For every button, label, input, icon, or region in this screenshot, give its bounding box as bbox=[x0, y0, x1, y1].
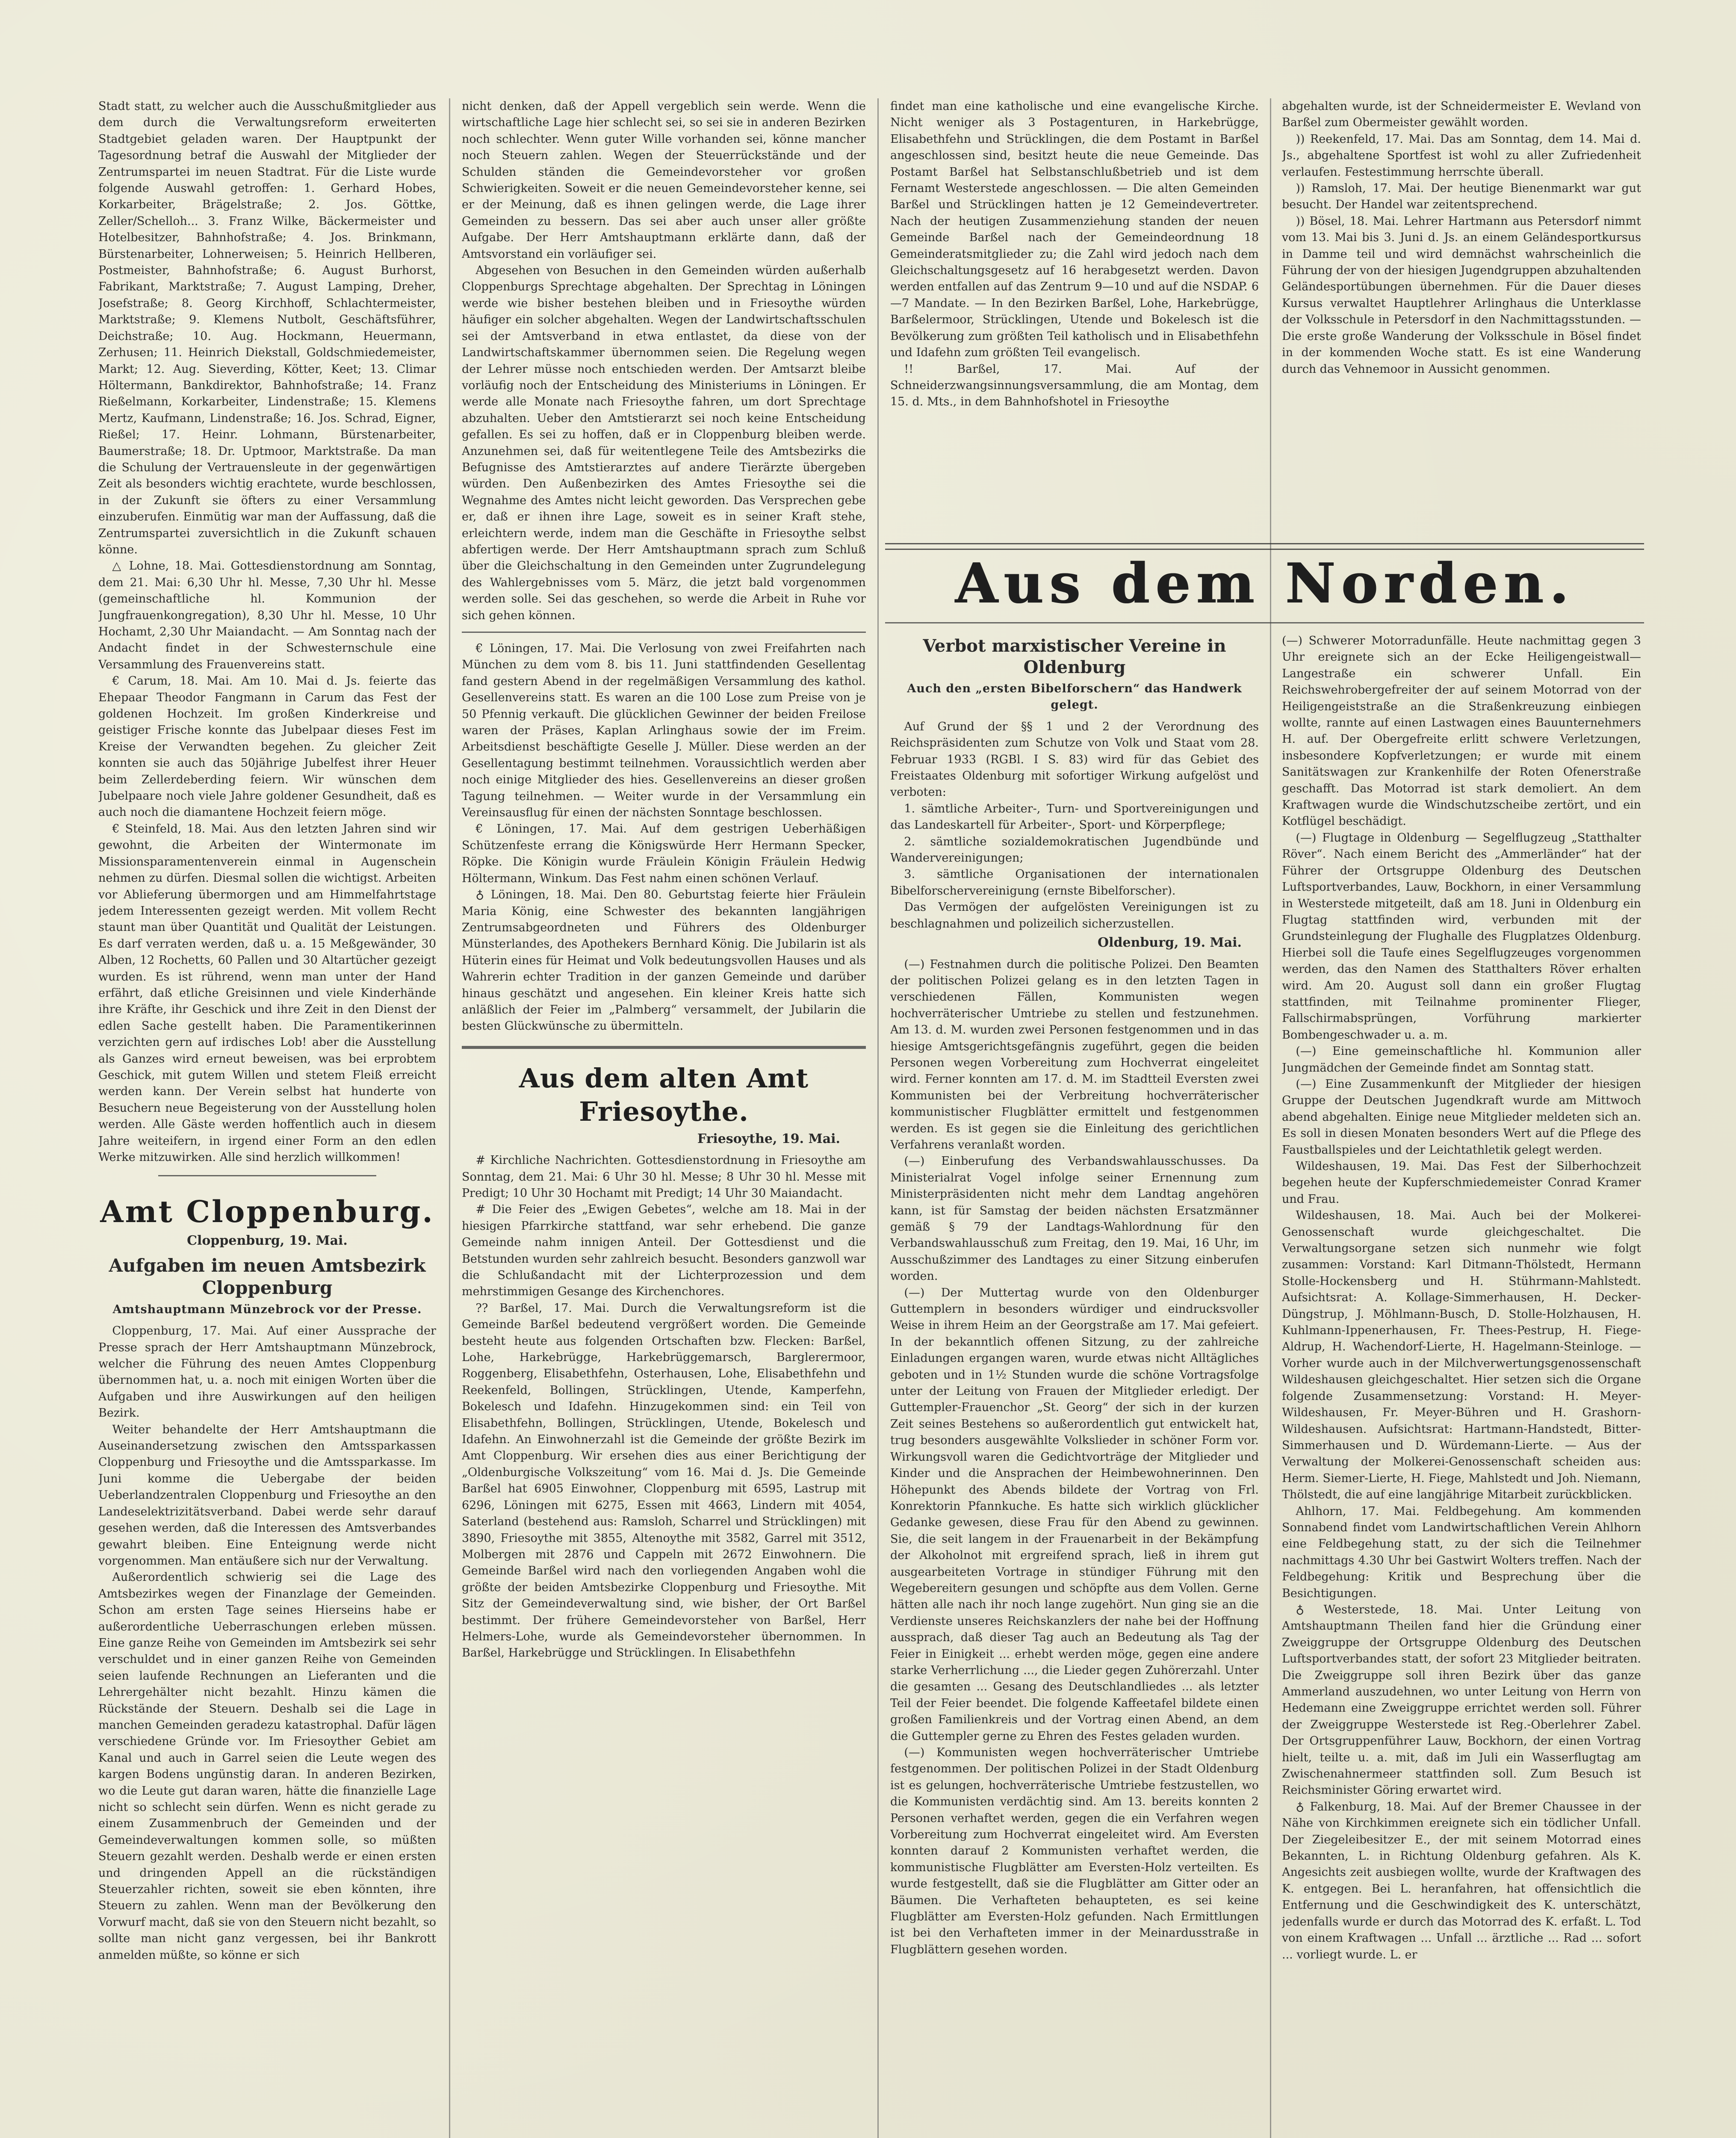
paragraph: Abgesehen von Besuchen in den Gemeinden würden außerhalb Cloppenburgs Sprechtage abgehalten. Der Sprechtag in Löningen werde wie bisher bestehen bleiben und in Friesoythe würden häufiger ein solcher abgehalten. Wegen der Landwirtschaftsschulen sei der Amtsverband in etwa entlastet, da diese von der Landwirtschaftskammer übernommen seien. Die Regelung wegen der Lehrer müsse noch entschieden werden. Der Amtsarzt bleibe vorläufig noch der Entscheidung des Ministeriums in Löningen. Er werde alle Monate nach Friesoythe fahren, um dort Sprechtage abzuhalten. Ueber den Amtstierarzt sei noch keine Entscheidung gefallen. Es sei zu hoffen, daß er in Cloppenburg bleiben werde. Anzunehmen sei, daß für weitentlegene Teile des Amtsbezirks die Befugnisse des Amtstierarztes auf andere Tierärzte übergeben würden. Den Außenbezirken des Amtes Friesoythe sei die Wegnahme des Amtes nicht leicht geworden. Das Versprechen gebe er, daß er ihnen ihre Lage, soweit es in seiner Kraft stehe, erleichtern werde, indem man die Geschäfte in Friesoythe selbst abfertigen werde. Der Herr Amtshauptmann sprach zum Schluß über die Gleichschaltung in den Gemeinden unter Zugrundelegung des Wahlergebnisses vom 5. März, die jetzt bald vorgenommen werden solle. Sei das geschehen, so werde die Arbeit in Ruhe vor sich gehen können. bbox=[462, 264, 866, 622]
column-rule bbox=[449, 98, 450, 2138]
paragraph: !! Barßel, 17. Mai. Auf der Schneiderzwangsinnungsversammlung, die am Montag, dem 15. d. Mts., in dem Bahnhofshotel in Friesoythe bbox=[890, 362, 1259, 409]
section-divider bbox=[462, 1046, 866, 1049]
paragraph: (—) Eine Zusammenkunft der Mitglieder der hiesigen Gruppe der Deutschen Jugendkraft wurde am Mittwoch abend abgehalten. Einige neue Mitglieder meldeten sich an. Es soll in diesen Monaten besonders Wert auf die Pflege des Faustballspieles und der Leichtathletik gelegt werden. bbox=[1282, 1077, 1641, 1157]
paragraph: 1. sämtliche Arbeiter-, Turn- und Sportvereinigungen und das Landeskartell für Arbeiter-, Sport- und Körperpflege; bbox=[890, 802, 1259, 832]
paragraph: (—) Festnahmen durch die politische Polizei. Den Beamten der politischen Polizei gelang es in den letzten Tagen in verschiedenen Fällen, Kommunisten wegen hochverräterischer Umtriebe zu stellen und festzunehmen. Am 13. d. M. wurden zwei Personen festgenommen und in das hiesige Amtsgerichtsgefängnis zugeführt, gegen die beiden Personen wegen Vorbereitung zum Hochverrat eingeleitet wird. Ferner konnten am 17. d. M. im Stadtteil Eversten zwei Kommunisten bei der Verbreitung hochverräterischer kommunistischer Flugblätter ermittelt und festgenommen werden. Es ist gegen sie die Einleitung des gerichtlichen Verfahrens veranlaßt worden. bbox=[890, 957, 1259, 1152]
paragraph: Das Vermögen der aufgelösten Vereinigungen ist zu beschlagnahmen und polizeilich sicherzustellen. bbox=[890, 901, 1259, 930]
paragraph: Wildeshausen, 19. Mai. Das Fest der Silberhochzeit begehen heute der Kupferschmiedemeister Conrad Kramer und Frau. bbox=[1282, 1160, 1641, 1206]
paragraph: )) Bösel, 18. Mai. Lehrer Hartmann aus Petersdorf nimmt vom 13. Mai bis 3. Juni d. Js. an einem Geländesportkursus in Damme teil und wird demnächst wahrscheinlich die Führung der von der hiesigen Jugendgruppen abzuhaltenden Geländesportübungen übernehmen. Für die Dauer dieses Kursus verwaltet Hauptlehrer Arlinghaus die Unterklasse der Volksschule in Petersdorf in den Nachmittagsstunden. — Die erste große Wanderung der Volksschule in Bösel findet in der kommenden Woche statt. Es ist eine Wanderung durch das Vehnemoor in Aussicht genommen. bbox=[1282, 214, 1641, 376]
column-4 bbox=[1282, 98, 1641, 539]
article-kicker: Auch den „ersten Bibelforschern“ das Handwerk gelegt. bbox=[907, 682, 1242, 712]
paragraph: (—) Der Muttertag wurde von den Oldenburger Guttemplern in besonders würdiger und eindrucksvoller Weise in ihrem Heim an der Georgstraße am 17. Mai gefeiert. In der bekanntlich offenen Sitzung, zu der zahlreiche Einladungen ergangen waren, wurde etwas nicht Alltägliches geboten und in 1½ Stunden wurde die schöne Vortragsfolge unter der Leitung von Frauen der Mitglieder erledigt. Der Guttempler-Frauenchor „St. Georg“ der sich in der kurzen Zeit seines Bestehens so außerordentlich gut entwickelt hat, trug besonders ausgewählte Volkslieder in schöner Form vor. Wirkungsvoll waren die Gedichtvorträge der Mitglieder und Kinder und die Ansprachen der Heimbewohnerinnen. Den Höhepunkt des Abends bildete der Vortrag von Frl. Konrektorin Pfannkuche. Es hatte sich wirklich glücklicher Gedanke gewesen, diese Frau für den Abend zu gewinnen. Sie, die seit langem in der Frauenarbeit in der Bekämpfung der Alkoholnot mit ergreifend sprach, ließ in ihrem gut ausgearbeiteten Vortrage in stündiger Führung mit den Wegebereitern gesungen und schöpfte aus dem Vollen. Gerne hätten alle nach ihr noch lange zugehört. Nun ging sie an die Verdienste unseres Reichskanzlers der nahe bei der Hoffnung aussprach, daß dieser Tag auch an Bedeutung als Tag der Feier in Einigkeit ... erhebt werden möge, gegen eine andere starke Verherrlichung ..., die Lieder gegen Zuhörerzahl. Unter die gesamten ... Gesang des Deutschlandliedes ... als letzter Teil der Feier beendet. Die folgende Kaffeetafel bildete einen großen Familienkreis und der Vortrag einen Abend, an dem die Guttempler gerne zu Ehren des Festes geladen wurden. bbox=[890, 1286, 1259, 1743]
article-heading: Aufgaben im neuen Amtsbezirk Cloppenburg bbox=[109, 1255, 426, 1298]
article-heading: Verbot marxistischer Vereine in Oldenburg bbox=[923, 636, 1226, 677]
paragraph: Cloppenburg, 17. Mai. Auf einer Aussprache der Presse sprach der Herr Amtshauptmann Münzebrock, welcher die Führung des neuen Amtes Cloppenburg übernommen hat, u. a. noch mit einigen Worten über die Aufgaben und ihre Auswirkungen auf den heiligen Bezirk. bbox=[98, 1324, 436, 1420]
paragraph: (—) Einberufung des Verbandswahlausschusses. Da Ministerialrat Vogel infolge seiner Ernennung zum Ministerpräsidenten nicht mehr dem Landtag angehören kann, ist für Samstag der beiden nächsten Ersatzmänner gemäß § 79 der Landtags-Wahlordnung für den Verbandswahlausschuß zum Freitag, den 19. Mai, 16 Uhr, im Ausschußzimmer des Landtages zu einer Sitzung einberufen worden. bbox=[890, 1155, 1259, 1283]
column-rule bbox=[1270, 98, 1271, 2138]
column-2 bbox=[462, 98, 866, 2138]
dateline: Friesoythe, 19. Mai. bbox=[697, 1131, 840, 1146]
column-1 bbox=[98, 98, 436, 2138]
paragraph: Wildeshausen, 18. Mai. Auch bei der Molkerei-Genossenschaft wurde gleichgeschaltet. Die Verwaltungsorgane setzen sich nunmehr wie folgt zusammen: Vorstand: Karl Ditmann-Thölstedt, Hermann Stolle-Hockensberg und H. Stührmann-Mahlstedt. Aufsichtsrat: A. Kollage-Simmerhausen, H. Decker-Düngstrup, J. Möhlmann-Busch, D. Stolle-Holzhausen, H. Kuhlmann-Ippenerhausen, Fr. Thees-Pestrup, H. Fiege-Aldrup, H. Wachendorf-Lierte, H. Hagelmann-Steinloge. — Vorher wurde auch in der Milchverwertungsgenossenschaft Wildeshausen gleichgeschaltet. Hier setzen sich die Organe folgende Zusammensetzung: Vorstand: H. Meyer-Wildeshausen, Fr. Meyer-Bühren und H. Grashorn-Wildeshausen. Aufsichtsrat: Hartmann-Handstedt, Bitter-Simmerhausen und D. Würdemann-Lierte. — Aus der Verwaltung der Molkerei-Genossenschaft scheiden aus: Herm. Siemer-Lierte, H. Fiege, Mahlstedt und Joh. Niemann, Thölstedt, die auf eine langjährige Mitarbeit zurückblicken. bbox=[1282, 1209, 1641, 1502]
paragraph: € Steinfeld, 18. Mai. Aus den letzten Jahren sind wir gewohnt, die Arbeiten der Wintermonate im Missionsparamentenverein einmal in Augenschein nehmen zu dürfen. Diesmal sollen die wichtigst. Arbeiten vor Ablieferung übermorgen und am Himmelfahrtstage jedem Interessenten gezeigt werden. Mit vollem Recht staunt man über Quantität und Qualität der Leistungen. Es darf verraten werden, daß u. a. 15 Meßgewänder, 30 Alben, 12 Rochetts, 60 Pallen und 30 Altartücher gezeigt wurden. Es ist rührend, wenn man unter der Hand erfährt, daß etliche Greisinnen und viele Kinderhände ihre Kräfte, ihr Geschick und ihre Zeit in den Dienst der edlen Sache gestellt haben. Die Paramentikerinnen verzichten gern auf irdisches Lob! aber die Ausstellung als Ganzes wird erneut beweisen, was bei erprobtem Geschick, mit gutem Willen und stetem Fleiß erreicht werden kann. Der Verein selbst hat hunderte von Besuchern neue Begeisterung von der Ausstellung holen werden. Alle Gäste werden hoffentlich auch in diesem Jahre weiteifern, in irgend einer Form an den edlen Werke mitzuwirken. Alle sind herzlich willkommen! bbox=[98, 822, 436, 1164]
article-divider bbox=[462, 632, 866, 633]
paragraph: € Carum, 18. Mai. Am 10. Mai d. Js. feierte das Ehepaar Theodor Fangmann in Carum das Fest der goldenen Hochzeit. Im großen Kinderkreise und geistiger Frische konnte das Jubelpaar dieses Fest im Kreise der Verwandten begehen. Zu gleicher Zeit konnten sie auch das 50jährige Jubelfest ihrer Heuer beim Zellerdeberding feiern. Wir wünschen dem Jubelpaare noch viele Jahre goldener Gesundheit, daß es auch noch die diamantene Hochzeit feiern möge. bbox=[98, 674, 436, 819]
paragraph: findet man eine katholische und eine evangelische Kirche. Nicht weniger als 3 Postagenturen, in Harkebrügge, Elisabethfehn und Strücklingen, die dem Postamt in Barßel angeschlossen sind, besitzt heute die neue Gemeinde. Das Postamt Barßel hat Selbstanschlußbetrieb und ist dem Fernamt Westerstede angeschlossen. — Die alten Gemeinden Barßel und Strücklingen hatten je 12 Gemeindevertreter. Nach der heutigen Zusammenziehung standen der neuen Gemeinde Barßel nach der Gemeindeordnung 18 Gemeinderatsmitglieder zu; die Zahl wird jedoch nach dem Gleichschaltungsgesetz auf 16 herabgesetzt werden. Davon werden entfallen auf das Zentrum 9—10 und auf die NSDAP. 6—7 Mandate. — In den Bezirken Barßel, Lohe, Harkebrügge, Barßelermoor, Strücklingen, Utende und Bokelesch ist die Bevölkerung zum größten Teil katholisch und in Elisabethfehn und Idafehn zum größten Teil evangelisch. bbox=[890, 100, 1259, 360]
paragraph: 3. sämtliche Organisationen der internationalen Bibelforschervereinigung (ernste Bibelforscher). bbox=[890, 868, 1259, 898]
paragraph: € Löningen, 17. Mai. Auf dem gestrigen Ueberhäßigen Schützenfeste errang die Königswürde Herr Hermann Specker, Röpke. Die Königin wurde Fräulein Königin Fräulein Hedwig Höltermann, Winkum. Das Fest nahm einen schönen Verlauf. bbox=[462, 822, 866, 885]
paragraph: ♁ Westerstede, 18. Mai. Unter Leitung von Amtshauptmann Theilen fand hier die Gründung einer Zweiggruppe der Ortsgruppe Oldenburg des Deutschen Luftsportverbandes statt, der sofort 23 Mitglieder beitraten. Die Zweiggruppe soll ihren Bezirk über das ganze Ammerland auszudehnen, wo unter Leitung von Herrn von Hedemann eine Zweiggruppe errichtet werden soll. Führer der Zweiggruppe Westerstede ist Reg.-Oberlehrer Zabel. Der Ortsgruppenführer Lauw, Bockhorn, der einen Vortrag hielt, teilte u. a. mit, daß im Juli ein Wasserflugtag am Zwischenahnermeer stattfinden soll. Zum Besuch ist Reichsminister Göring erwartet wird. bbox=[1282, 1603, 1641, 1797]
paragraph: # Kirchliche Nachrichten. Gottesdienstordnung in Friesoythe am Sonntag, dem 21. Mai: 6 Uhr 30 hl. Messe; 8 Uhr 30 hl. Messe mit Predigt; 10 Uhr 30 Hochamt mit Predigt; 14 Uhr 30 Maiandacht. bbox=[462, 1154, 866, 1200]
paragraph: ♁ Falkenburg, 18. Mai. Auf der Bremer Chaussee in der Nähe von Kirchkimmen ereignete sich ein tödlicher Unfall. Der Ziegeleibesitzer E., der mit seinem Motorrad eines Bekannten, L. in Richtung Oldenburg gefahren. Als K. Angesichts zeit ausbiegen wollte, wurde der Kraftwagen des K. entgegen. Bei L. heranfahren, hat offensichtlich die Entfernung und die Geschwindigkeit des K. unterschätzt, jedenfalls wurde er durch das Motorrad des K. erfaßt. L. Tod von einem Kraftwagen ... Unfall ... ärztliche ... Rad ... sofort ... vorliegt wurde. L. er bbox=[1282, 1800, 1641, 1961]
paragraph: € Löningen, 17. Mai. Die Verlosung von zwei Freifahrten nach München zu dem vom 8. bis 11. Juni stattfindenden Gesellentag fand gestern Abend in der regelmäßigen Versammlung des kathol. Gesellenvereins statt. Es waren an die 100 Lose zum Preise von je 50 Pfennig verkauft. Die glücklichen Gewinner der beiden Freilose waren der Präses, Kaplan Arlinghaus sowie der im Freim. Arbeitsdienst beschäftigte Geselle J. Müller. Diese werden an der Gesellentagung bestimmt teilnehmen. Voraussichtlich werden aber noch einige Mitglieder des hies. Gesellenvereins an dieser großen Tagung teilnehmen. — Weiter wurde in der Versammlung ein Vereinsausflug für einen der nächsten Sonntage beschlossen. bbox=[462, 642, 866, 820]
paragraph: 2. sämtliche sozialdemokratischen Jugendbünde und Wandervereinigungen; bbox=[890, 835, 1259, 865]
north-column-a bbox=[890, 633, 1259, 2138]
dateline: Cloppenburg, 19. Mai. bbox=[187, 1233, 348, 1249]
north-column-b bbox=[1282, 633, 1641, 2138]
paragraph: abgehalten wurde, ist der Schneidermeister E. Wevland von Barßel zum Obermeister gewählt worden. bbox=[1282, 100, 1641, 130]
column-3 bbox=[890, 98, 1259, 539]
paragraph: )) Ramsloh, 17. Mai. Der heutige Bienenmarkt war gut besucht. Der Handel war zeitentsprechend. bbox=[1282, 182, 1641, 212]
north-section-heading: Aus dem Norden. bbox=[955, 552, 1574, 616]
paragraph: Stadt statt, zu welcher auch die Ausschußmitglieder aus dem durch die Verwaltungsreform erweiterten Stadtgebiet geladen waren. Der Hauptpunkt der Tagesordnung betraf die Auswahl der Mitglieder der Zentrumspartei im neuen Stadtrat. Für die Liste wurde folgende Auswahl getroffen: 1. Gerhard Hobes, Korkarbeiter, Brägelstraße; 2. Jos. Göttke, Zeller/Schelloh... 3. Franz Wilke, Bäckermeister und Hotelbesitzer, Bahnhofstraße; 4. Jos. Brinkmann, Bürstenarbeiter, Lohnerweisen; 5. Heinrich Hellberen, Postmeister, Bahnhofstraße; 6. August Burhorst, Fabrikant, Marktstraße; 7. August Lamping, Dreher, Josefstraße; 8. Georg Kirchhoff, Schlachtermeister, Marktstraße; 9. Klemens Nutbolt, Geschäftsführer, Deichstraße; 10. Aug. Hockmann, Heuermann, Zerhusen; 11. Heinrich Diekstall, Goldschmiedemeister, Markt; 12. Aug. Sieverding, Kötter, Keet; 13. Climar Höltermann, Bankdirektor, Bahnhofstraße; 14. Franz Rießelmann, Korkarbeiter, Lindenstraße; 15. Klemens Mertz, Kaufmann, Lindenstraße; 16. Jos. Schrad, Eigner, Rießel; 17. Heinr. Lohmann, Bürstenarbeiter, Baumerstraße; 18. Dr. Uptmoor, Marktstraße. Da man die Schulung der Vertrauensleute in der gegenwärtigen Zeit als besonders wichtig erachtete, wurde beschlossen, in der Zukunft sie öfters zu einer Versammlung einzuberufen. Einmütig war man der Auffassung, daß die Zentrumspartei zuversichtlich in die Zukunft schauen könne. bbox=[98, 100, 436, 556]
paragraph: (—) Eine gemeinschaftliche hl. Kommunion aller Jungmädchen der Gemeinde findet am Sonntag statt. bbox=[1282, 1045, 1641, 1075]
paragraph: Außerordentlich schwierig sei die Lage des Amtsbezirkes wegen der Finanzlage der Gemeinden. Schon am ersten Tage seines Hierseins habe er außerordentliche Ueberraschungen erleben müssen. Eine ganze Reihe von Gemeinden im Amtsbezirk sei sehr verschuldet und in einer ganzen Reihe von Gemeinden seien laufende Rechnungen an Lieferanten und die Lehrergehälter nicht bezahlt. Hinzu kämen die Rückstände der Steuern. Deshalb sei die Lage in manchen Gemeinden geradezu katastrophal. Dafür lägen verschiedene Gründe vor. Im Friesoyther Gebiet am Kanal und auch in Garrel seien die Leute wegen des kargen Bodens ungünstig daran. In anderen Bezirken, wo die Leute gut daran waren, hätte die finanzielle Lage nicht so schlecht sein dürfen. Wenn es nicht gerade zu einem Zusammenbruch der Gemeinden und der Gemeindeverwaltungen kommen solle, so müßten Steuern gezahlt werden. Deshalb werde er einen ersten und dringenden Appell an die rückständigen Steuerzahler richten, soweit sie eben könnten, ihre Steuern zu zahlen. Wenn man der Bevölkerung den Vorwurf macht, daß sie von den Steuern nicht bezahlt, so sollte man nicht ganz vergessen, bei ihr Bankrott anmelden müßte, so könne er sich bbox=[98, 1571, 436, 1962]
paragraph: (—) Kommunisten wegen hochverräterischer Umtriebe festgenommen. Der politischen Polizei in der Stadt Oldenburg ist es gelungen, hochverräterische Umtriebe festzustellen, wo die Kommunisten verdächtig sind. Am 13. bereits konnten 2 Personen verhaftet werden, gegen die ein Verfahren wegen Vorbereitung zum Hochverrat eingeleitet wird. Am Eversten konnten darauf 2 Kommunisten verhaftet werden, die kommunistische Flugblätter am Eversten-Holz verteilten. Es wurde festgestellt, daß sie die Flugblätter am Gitter oder an Bäumen. Die Verhafteten behaupteten, es sei keine Flugblätter am Eversten-Holz gefunden. Nach Ermittlungen ist bei den Verhafteten immer in der Meinardusstraße in Flugblättern gesehen worden. bbox=[890, 1746, 1259, 1956]
paragraph: (—) Flugtage in Oldenburg — Segelflugzeug „Statthalter Röver“. Nach einem Bericht des „Ammerländer“ hat der Führer der Ortsgruppe Oldenburg des Deutschen Luftsportverbandes, Lauw, Bockhorn, in einer Versammlung in Westerstede mitgeteilt, daß am 18. Juni in Oldenburg ein Flugtag stattfinden wird, verbunden mit der Grundsteinlegung der Flughalle des Flugplatzes Oldenburg. Hierbei soll die Taufe eines Segelflugzeuges vorgenommen werden, das den Namen des Statthalters Röver erhalten wird. Am 20. August soll dann ein großer Flugtag stattfinden, mit Teilnahme prominenter Flieger, Fallschirmabsprüngen, Vorführung markierter Bombengeschwader u. a. m. bbox=[1282, 831, 1641, 1042]
paragraph: Ahlhorn, 17. Mai. Feldbegehung. Am kommenden Sonnabend findet vom Landwirtschaftlichen Verein Ahlhorn eine Feldbegehung statt, zu der sich die Teilnehmer nachmittags 4.30 Uhr bei Gastwirt Wolters treffen. Nach der Feldbegehung: Kritik und Besprechung über die Besichtigungen. bbox=[1282, 1504, 1641, 1600]
paragraph: Weiter behandelte der Herr Amtshauptmann die Auseinandersetzung zwischen den Amtssparkassen Cloppenburg und Friesoythe und die Amtssparkasse. Im Juni komme die Uebergabe der beiden Ueberlandzentralen Cloppenburg und Friesoythe an den Landeselektrizitätsverband. Dabei werde sehr darauf gesehen werden, daß die Interessen des Amtsverbandes gewahrt bleiben. Eine Enteignung werde nicht vorgenommen. Man entäußere sich nur der Verwaltung. bbox=[98, 1423, 436, 1568]
section-divider bbox=[158, 1175, 376, 1176]
dateline: Oldenburg, 19. Mai. bbox=[1098, 935, 1242, 951]
paragraph: (—) Schwerer Motorradunfälle. Heute nachmittag gegen 3 Uhr ereignete sich an der Ecke Heiligengeistwall—Langestraße ein schwerer Unfall. Ein Reichswehrobergefreiter der auf seinem Motorrad von der Heiligengeiststraße an die Straßenkreuzung einbiegen wollte, rannte auf einen Lastwagen eines Bauunternehmers H. auf. Der Obergefreite erlitt schwere Verletzungen, insbesondere Kopfverletzungen; er wurde mit einem Sanitätswagen zur Krankenhilfe der Roten Ofenerstraße geschafft. Das Motorrad ist stark demoliert. An dem Kraftwagen wurde die Windschutzscheibe zertört, und ein Kotflügel beschädigt. bbox=[1282, 634, 1641, 828]
section-heading: Aus dem alten Amt Friesoythe. bbox=[519, 1062, 809, 1127]
section-heading: Amt Cloppenburg. bbox=[100, 1194, 434, 1230]
paragraph: △ Lohne, 18. Mai. Gottesdienstordnung am Sonntag, dem 21. Mai: 6,30 Uhr hl. Messe, 7,30 Uhr hl. Messe (gemeinschaftliche hl. Kommunion der Jungfrauenkongregation), 8,30 Uhr hl. Messe, 10 Uhr Hochamt, 2,30 Uhr Maiandacht. — Am Sonntag nach der Andacht findet in der Schwesternschule eine Versammlung des Frauenvereins statt. bbox=[98, 559, 436, 671]
paragraph: ?? Barßel, 17. Mai. Durch die Verwaltungsreform ist die Gemeinde Barßel bedeutend vergrößert worden. Die Gemeinde besteht heute aus folgenden Ortschaften bzw. Flecken: Barßel, Lohe, Harkebrügge, Harkebrüggemarsch, Barglerermoor, Roggenberg, Elisabethfehn, Osterhausen, Lohe, Elisabethfehn und Reekenfeld, Bollingen, Strücklingen, Utende, Kamperfehn, Bokelesch und Idafehn. Hinzugekommen sind: ein Teil von Elisabethfehn, Bollingen, Strücklingen, Utende, Bokelesch und Idafehn. An Einwohnerzahl ist die Gemeinde der größte Bezirk im Amt Cloppenburg. Wir ersehen dies aus einer Berichtigung der „Oldenburgische Volkszeitung“ vom 16. Mai d. Js. Die Gemeinde Barßel hat 6905 Einwohner, Cloppenburg mit 6595, Lastrup mit 6296, Löningen mit 6275, Essen mit 4663, Lindern mit 4054, Saterland (bestehend aus: Ramsloh, Scharrel und Strücklingen) mit 3890, Friesoythe mit 3855, Altenoythe mit 3582, Garrel mit 3512, Molbergen mit 2876 und Cappeln mit 2672 Einwohnern. Die Gemeinde Barßel wird nach den vorliegenden Angaben wohl die größte der beiden Amtsbezirke Cloppenburg und Friesoythe. Mit Sitz der Gemeindeverwaltung sind, wie bisher, der Ort Barßel bestimmt. Der frühere Gemeindevorsteher von Barßel, Herr Helmers-Lohe, wurde als Gemeindevorsteher übernommen. In Barßel, Harkebrügge und Strücklingen. In Elisabethfehn bbox=[462, 1301, 866, 1660]
north-section-top-rule bbox=[885, 543, 1644, 550]
paragraph: )) Reekenfeld, 17. Mai. Das am Sonntag, dem 14. Mai d. Js., abgehaltene Sportfest ist wohl zu aller Zufriedenheit verlaufen. Festestimmung herrschte überall. bbox=[1282, 132, 1641, 179]
paragraph: # Die Feier des „Ewigen Gebetes“, welche am 18. Mai in der hiesigen Pfarrkirche stattfand, war sehr erhebend. Die ganze Gemeinde nahm innigen Anteil. Der Gottesdienst und die Betstunden wurden sehr zahlreich besucht. Besonders ganzwoll war die Schlußandacht mit der Lichterprozession und dem mehrstimmigen Gesange des Kirchenchores. bbox=[462, 1203, 866, 1299]
article-kicker: Amtshauptmann Münzebrock vor der Presse. bbox=[112, 1302, 422, 1316]
column-rule bbox=[877, 98, 879, 2138]
paragraph: ♁ Löningen, 18. Mai. Den 80. Geburtstag feierte hier Fräulein Maria König, eine Schwester des bekannten langjährigen Zentrumsabgeordneten und Führers des Oldenburger Münsterlandes, des Apothekers Bernhard König. Die Jubilarin ist als Hüterin eines für Heimat und Volk bedeutungsvollen Hauses und als Wahrerin echter Tradition in der ganzen Gemeinde und darüber hinaus geschätzt und angesehen. Ein kleiner Kreis hatte sich anläßlich der Feier im „Palmberg“ versammelt, der Jubilarin die besten Glückwünsche zu übermitteln. bbox=[462, 888, 866, 1033]
paragraph: nicht denken, daß der Appell vergeblich sein werde. Wenn die wirtschaftliche Lage hier schlecht sei, so sei sie in anderen Bezirken noch schlechter. Wenn guter Wille vorhanden sei, könne mancher noch Steuern zahlen. Wegen der Steuerrückstände und der Schulden ständen die Gemeindevorsteher vor großen Schwierigkeiten. Soweit er die neuen Gemeindevorsteher kenne, sei er der Meinung, daß es ihnen gelingen werde, die Lage ihrer Gemeinden zu bessern. Das sei aber auch unser aller größte Aufgabe. Der Herr Amtshauptmann erklärte dann, daß der Amtsvorstand ein vorläufiger sei. bbox=[462, 100, 866, 261]
paragraph: Auf Grund der §§ 1 und 2 der Verordnung des Reichspräsidenten zum Schutze von Volk und Staat vom 28. Februar 1933 (RGBl. I S. 83) wird für das Gebiet des Freistaates Oldenburg mit sofortiger Wirkung aufgelöst und verboten: bbox=[890, 720, 1259, 799]
north-section-bottom-rule bbox=[885, 622, 1644, 623]
